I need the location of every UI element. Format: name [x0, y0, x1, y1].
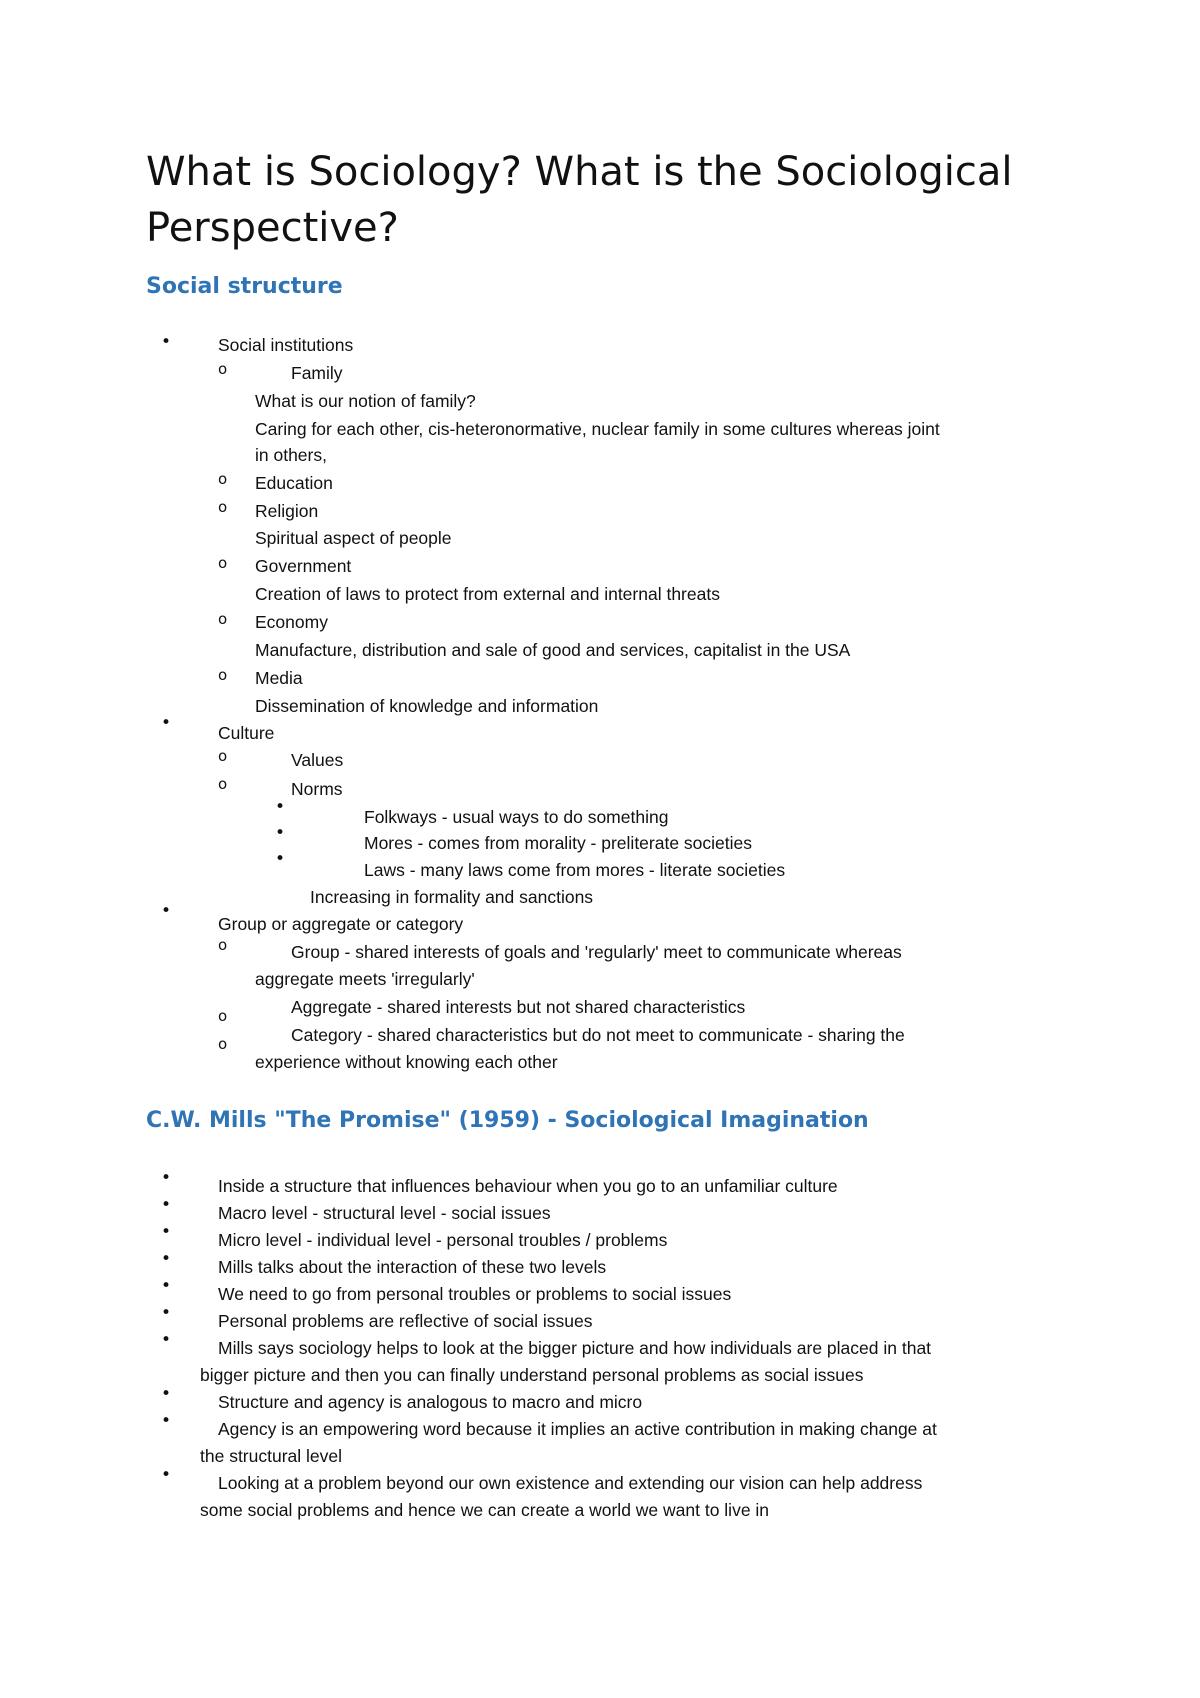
list-item: Norms [291, 779, 343, 799]
bullet-marker: • [161, 1249, 172, 1269]
list-item-note: Spiritual aspect of people [255, 528, 452, 548]
list-item: Social institutions [218, 335, 354, 355]
bullet-marker: • [275, 849, 286, 869]
list-item: Folkways - usual ways to do something [364, 807, 669, 827]
list-item-note: What is our notion of family? [255, 391, 476, 411]
list-item: Micro level - individual level - personal troubles / problems [218, 1230, 668, 1250]
bullet-marker: • [275, 797, 286, 817]
list-item: Group or aggregate or category [218, 914, 464, 934]
circle-marker: o [218, 666, 228, 684]
circle-marker: o [218, 610, 228, 628]
list-item-note: in others, [255, 445, 327, 465]
list-item: Agency is an empowering word because it implies an active contribution in making change at [218, 1419, 937, 1439]
circle-marker: o [218, 1007, 228, 1025]
list-item-note: Dissemination of knowledge and information [255, 696, 599, 716]
circle-marker: o [218, 1035, 228, 1053]
section-heading-social-structure: Social structure [146, 274, 343, 299]
list-item: Religion [255, 501, 319, 521]
list-item: Culture [218, 723, 275, 743]
circle-marker: o [218, 360, 228, 378]
list-item: Economy [255, 612, 328, 632]
list-item-note: Increasing in formality and sanctions [310, 887, 594, 907]
list-item: Category - shared characteristics but do not meet to communicate - sharing the [291, 1025, 905, 1045]
bullet-marker: • [161, 1303, 172, 1323]
bullet-marker: • [161, 1276, 172, 1296]
bullet-marker: • [161, 1222, 172, 1242]
list-item: Media [255, 668, 303, 688]
bullet-marker: • [161, 1330, 172, 1350]
list-item: Family [291, 363, 343, 383]
list-item: Government [255, 556, 352, 576]
circle-marker: o [218, 498, 228, 516]
list-item-note: Creation of laws to protect from external and internal threats [255, 584, 720, 604]
list-item: Mills says sociology helps to look at the bigger picture and how individuals are placed in that [218, 1338, 932, 1358]
circle-marker: o [218, 554, 228, 572]
list-item-note: Manufacture, distribution and sale of good and services, capitalist in the USA [255, 640, 851, 660]
bullet-marker: • [161, 1465, 172, 1485]
list-item: Values [291, 750, 344, 770]
list-item-continuation: some social problems and hence we can create a world we want to live in [200, 1500, 770, 1520]
list-item-continuation: bigger picture and then you can finally understand personal problems as social issues [200, 1365, 864, 1385]
list-item: Inside a structure that influences behaviour when you go to an unfamiliar culture [218, 1176, 838, 1196]
document-title: What is Sociology? What is the Sociological Perspective? [146, 149, 1013, 251]
bullet-marker: • [275, 823, 286, 843]
bullet-marker: • [161, 713, 172, 733]
bullet-marker: • [161, 332, 172, 352]
list-item-continuation: experience without knowing each other [255, 1052, 558, 1072]
list-item: Looking at a problem beyond our own existence and extending our vision can help address [218, 1473, 923, 1493]
list-item: Group - shared interests of goals and 'regularly' meet to communicate whereas [291, 942, 902, 962]
bullet-marker: • [161, 1384, 172, 1404]
bullet-marker: • [161, 1195, 172, 1215]
list-item: Mores - comes from morality - preliterate societies [364, 833, 753, 853]
list-item-continuation: the structural level [200, 1446, 343, 1466]
list-item: We need to go from personal troubles or problems to social issues [218, 1284, 732, 1304]
bullet-marker: • [161, 901, 172, 921]
list-item: Aggregate - shared interests but not shared characteristics [291, 997, 746, 1017]
circle-marker: o [218, 775, 228, 793]
list-item: Structure and agency is analogous to macro and micro [218, 1392, 643, 1412]
bullet-marker: • [161, 1168, 172, 1188]
list-item: Laws - many laws come from mores - literate societies [364, 860, 786, 880]
list-item: Personal problems are reflective of social issues [218, 1311, 593, 1331]
list-item: Mills talks about the interaction of these two levels [218, 1257, 607, 1277]
list-item: Education [255, 473, 333, 493]
circle-marker: o [218, 936, 228, 954]
list-item: Macro level - structural level - social issues [218, 1203, 551, 1223]
list-item-note: Caring for each other, cis-heteronormative, nuclear family in some cultures whereas joint [255, 419, 940, 439]
list-item-continuation: aggregate meets 'irregularly' [255, 969, 475, 989]
bullet-marker: • [161, 1411, 172, 1431]
circle-marker: o [218, 747, 228, 765]
section-heading-mills: C.W. Mills "The Promise" (1959) - Sociological Imagination [146, 1108, 869, 1133]
circle-marker: o [218, 470, 228, 488]
